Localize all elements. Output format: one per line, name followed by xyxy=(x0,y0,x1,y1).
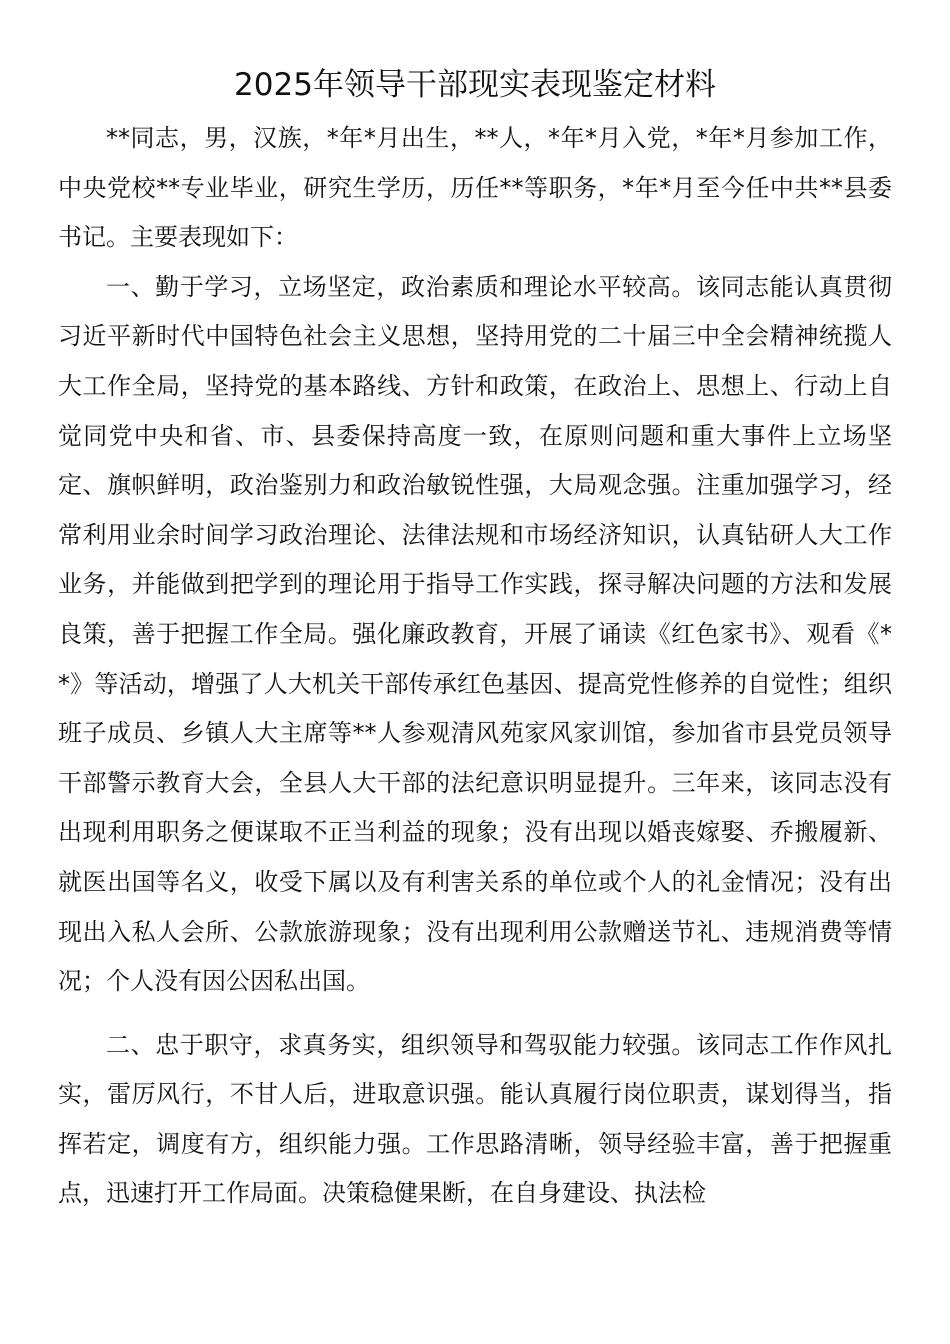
section-two-heading: 二、忠于职守，求真务实，组织领导和驾驭能力较强。 xyxy=(106,1030,696,1059)
document-title: 2025年领导干部现实表现鉴定材料 xyxy=(234,67,716,103)
section-two-text: 该同志工作作风扎实，雷厉风行，不甘人后，进取意识强。能认真履行岗位职责，谋划得当，指挥若定，调度有方，组织能力强。工作思路清晰，领导经验丰富，善于把握重点，迅速打开工作局面。决策稳健果断，在自身建设、执法检 xyxy=(58,1030,893,1208)
section-one-heading: 一、勤于学习，立场坚定，政治素质和理论水平较高。 xyxy=(106,272,696,301)
document-page xyxy=(58,60,892,1219)
section-one-text: 该同志能认真贯彻习近平新时代中国特色社会主义思想，坚持用党的二十届三中全会精神统揽人大工作全局，坚持党的基本路线、方针和政策，在政治上、思想上、行动上自觉同党中央和省、市、县委保持高度一致，在原则问题和重大事件上立场坚定、旗帜鲜明，政治鉴别力和政治敏锐性强，大局观念强。注重加强学习，经常利用业余时间学习政治理论、法律法规和市场经济知识，认真钻研人大工作业务，并能做到把学到的理论用于指导工作实践，探寻解决问题的方法和发展良策，善于把握工作全局。强化廉政教育，开展了诵读《红色家书》、观看《**》等活动，增强了人大机关干部传承红色基因、提高党性修养的自觉性；组织班子成员、乡镇人大主席等**人参观清风苑家风家训馆，参加省市县党员领导干部警示教育大会，全县人大干部的法纪意识明显提升。三年来，该同志没有出现利用职务之便谋取不正当利益的现象；没有出现以婚丧嫁娶、乔搬履新、就医出国等名义，收受下属以及有利害关系的单位或个人的礼金情况；没有出现出入私人会所、公款旅游现象；没有出现利用公款赠送节礼、违规消费等情况；个人没有因公因私出国。 xyxy=(58,272,893,996)
intro-text: **同志，男，汉族，*年*月出生，**人，*年*月入党，*年*月参加工作，中央党校**专业毕业，研究生学历，历任**等职务，*年*月至今任中共**县委书记。主要表现如下： xyxy=(58,124,892,252)
intro-paragraph xyxy=(58,114,892,263)
section-one-paragraph xyxy=(58,263,892,1007)
section-two-paragraph xyxy=(58,1021,892,1219)
